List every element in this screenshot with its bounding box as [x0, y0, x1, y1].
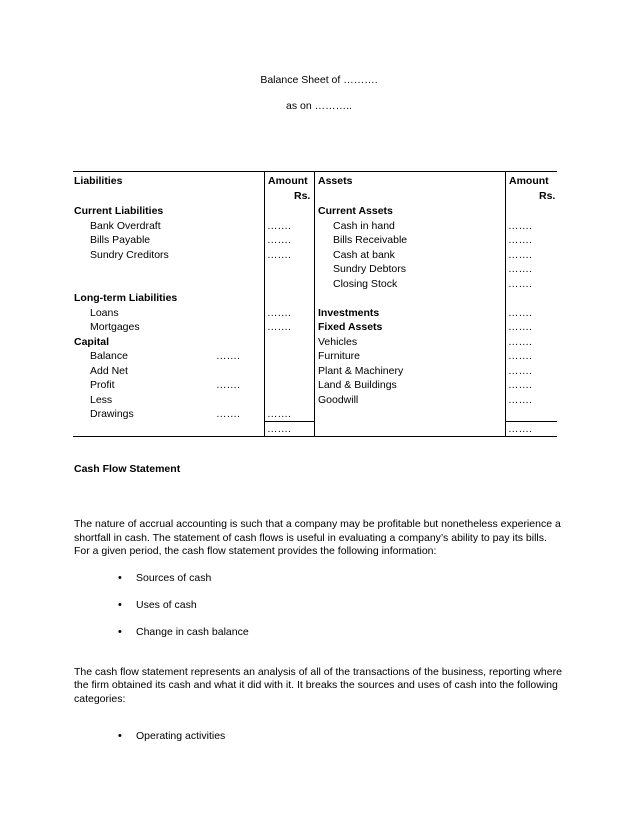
fixed-assets-heading: Fixed Assets [318, 321, 383, 333]
bullet-sources-of-cash: Sources of cash [136, 572, 212, 584]
current-liabilities-heading: Current Liabilities [74, 205, 164, 217]
drawings-subamount: ……. [216, 408, 240, 420]
profit-label: Profit [90, 379, 115, 391]
header-assets: Assets [318, 175, 353, 187]
bullet-uses-of-cash: Uses of cash [136, 599, 197, 611]
land-buildings-amount: ……. [508, 379, 532, 391]
divider-left-amount [264, 171, 265, 436]
cash-at-bank-amount: ……. [508, 249, 532, 261]
cash-at-bank-label: Cash at bank [333, 249, 395, 261]
balance-sheet-title: Balance Sheet of ………. [260, 74, 378, 86]
investments-heading: Investments [318, 307, 380, 319]
currency-right: Rs. [539, 190, 556, 202]
bullet-dot-icon: • [118, 730, 122, 742]
mortgages-amount: ……. [267, 321, 291, 333]
profit-subamount: ……. [216, 379, 240, 391]
assets-total-rule [505, 421, 557, 422]
para2-line-2: the firm obtained its cash and what it did with it. It breaks the sources and uses of cash into the following [74, 679, 558, 691]
less-label: Less [90, 394, 113, 406]
para1-line-2: shortfall in cash. The statement of cash flows is useful in evaluating a company’s ability to pay its bills. [74, 532, 547, 544]
add-net-label: Add Net [90, 365, 128, 377]
bills-payable-amount: ……. [267, 234, 291, 246]
bullet-dot-icon: • [118, 572, 122, 584]
sundry-creditors-amount: ……. [267, 249, 291, 261]
bullet-dot-icon: • [118, 599, 122, 611]
table-bottom-border [73, 436, 557, 437]
loans-label: Loans [90, 307, 119, 319]
para2-line-1: The cash flow statement represents an analysis of all of the transactions of the business, reporting where [74, 666, 562, 678]
header-liabilities: Liabilities [74, 175, 123, 187]
bank-overdraft-amount: ……. [267, 220, 291, 232]
loans-amount: ……. [267, 307, 291, 319]
header-amount-right: Amount [509, 175, 549, 187]
divider-right-amount [505, 171, 506, 436]
assets-total: ……. [508, 423, 532, 435]
vehicles-label: Vehicles [318, 336, 358, 348]
header-amount-left: Amount [268, 175, 308, 187]
closing-stock-label: Closing Stock [333, 278, 398, 290]
goodwill-label: Goodwill [318, 394, 359, 406]
goodwill-amount: ……. [508, 394, 532, 406]
fixed-assets-amount: ……. [508, 321, 532, 333]
furniture-label: Furniture [318, 350, 361, 362]
para1-line-1: The nature of accrual accounting is such that a company may be profitable but nonetheless experience a [74, 518, 561, 530]
liabilities-total: ……. [267, 423, 291, 435]
para2-line-3: categories: [74, 693, 126, 705]
balance-label: Balance [90, 350, 128, 362]
drawings-label: Drawings [90, 408, 134, 420]
para1-line-3: For a given period, the cash flow statement provides the following information: [74, 545, 437, 557]
current-assets-heading: Current Assets [318, 205, 393, 217]
currency-left: Rs. [294, 190, 311, 202]
bullet-operating-activities: Operating activities [136, 730, 226, 742]
vehicles-amount: ……. [508, 336, 532, 348]
balance-sheet-date: as on ……….. [286, 100, 352, 112]
bullet-change-in-cash: Change in cash balance [136, 626, 249, 638]
plant-machinery-label: Plant & Machinery [318, 365, 404, 377]
bills-payable-label: Bills Payable [90, 234, 151, 246]
cash-in-hand-label: Cash in hand [333, 220, 395, 232]
mortgages-label: Mortgages [90, 321, 140, 333]
divider-assets [314, 171, 315, 436]
balance-subamount: ……. [216, 350, 240, 362]
liabilities-total-rule [265, 421, 314, 422]
plant-machinery-amount: ……. [508, 365, 532, 377]
bills-receivable-label: Bills Receivable [333, 234, 408, 246]
sundry-debtors-amount: ……. [508, 263, 532, 275]
cash-flow-heading: Cash Flow Statement [74, 463, 181, 475]
investments-amount: ……. [508, 307, 532, 319]
capital-amount: ……. [267, 408, 291, 420]
longterm-liabilities-heading: Long-term Liabilities [74, 292, 178, 304]
land-buildings-label: Land & Buildings [318, 379, 397, 391]
table-top-border [73, 171, 557, 172]
bills-receivable-amount: ……. [508, 234, 532, 246]
furniture-amount: ……. [508, 350, 532, 362]
bank-overdraft-label: Bank Overdraft [90, 220, 161, 232]
sundry-debtors-label: Sundry Debtors [333, 263, 406, 275]
bullet-dot-icon: • [118, 626, 122, 638]
cash-in-hand-amount: ……. [508, 220, 532, 232]
closing-stock-amount: ……. [508, 278, 532, 290]
capital-heading: Capital [74, 336, 110, 348]
sundry-creditors-label: Sundry Creditors [90, 249, 169, 261]
